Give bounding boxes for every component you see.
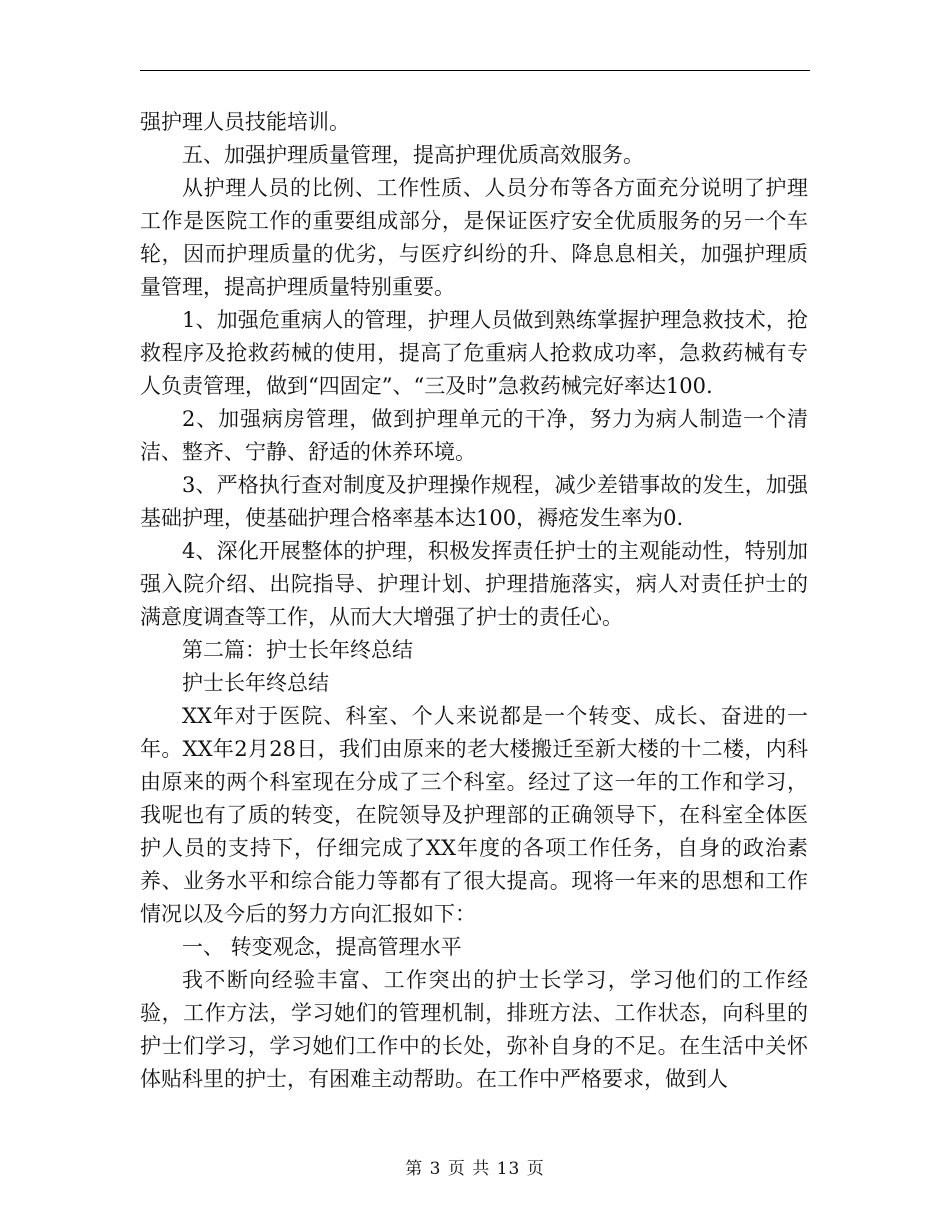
paragraph-continuation: 强护理人员技能培训。 [140,110,350,134]
chapter-heading: 第二篇：护士长年终总结 [182,638,413,662]
paragraph: 从护理人员的比例、工作性质、人员分布等各方面充分说明了护理工作是医院工作的重要组成部分，是保证医疗安全优质服务的另一个车轮，因而护理质量的优劣，与医疗纠纷的升、降息息相关，加强护理质量管理，提高护理质量特别重要。 [140,176,808,299]
header-rule [140,70,810,71]
list-item: 2、加强病房管理，做到护理单元的干净，努力为病人制造一个清洁、整齐、宁静、舒适的休养环境。 [140,407,808,464]
paragraph: XX年对于医院、科室、个人来说都是一个转变、成长、奋进的一年。XX年2月28日，我们由原来的老大楼搬迁至新大楼的十二楼，内科由原来的两个科室现在分成了三个科室。经过了这一年的工作和学习，我呢也有了质的转变，在院领导及护理部的正确领导下，在科室全体医护人员的支持下，仔细完成了XX年度的各项工作任务，自身的政治素养、业务水平和综合能力等都有了很大提高。现将一年来的思想和工作情况以及今后的努力方向汇报如下： [140,704,808,926]
page-number-footer: 第 3 页 共 13 页 [405,1159,545,1179]
document-body [140,106,808,1096]
list-item: 3、严格执行查对制度及护理操作规程，减少差错事故的发生，加强基础护理，使基础护理合格率基本达100，褥疮发生率为0. [140,473,808,530]
list-item: 4、深化开展整体的护理，积极发挥责任护士的主观能动性，特别加强入院介绍、出院指导、护理计划、护理措施落实，病人对责任护士的满意度调查等工作，从而大大增强了护士的责任心。 [140,539,808,629]
paragraph: 我不断向经验丰富、工作突出的护士长学习，学习他们的工作经验，工作方法，学习她们的管理机制，排班方法、工作状态，向科里的护士们学习，学习她们工作中的长处，弥补自身的不足。在生活中关怀体贴科里的护士，有困难主动帮助。在工作中严格要求，做到人 [140,968,808,1091]
list-item: 1、加强危重病人的管理，护理人员做到熟练掌握护理急救技术，抢救程序及抢救药械的使用，提高了危重病人抢救成功率，急救药械有专人负责管理，做到“四固定”、“三及时”急救药械完好率达100. [140,308,808,398]
section-heading: 五、加强护理质量管理，提高护理优质高效服务。 [182,143,644,167]
chapter-title: 护士长年终总结 [182,671,329,695]
section-heading: 一、 转变观念，提高管理水平 [182,935,462,959]
